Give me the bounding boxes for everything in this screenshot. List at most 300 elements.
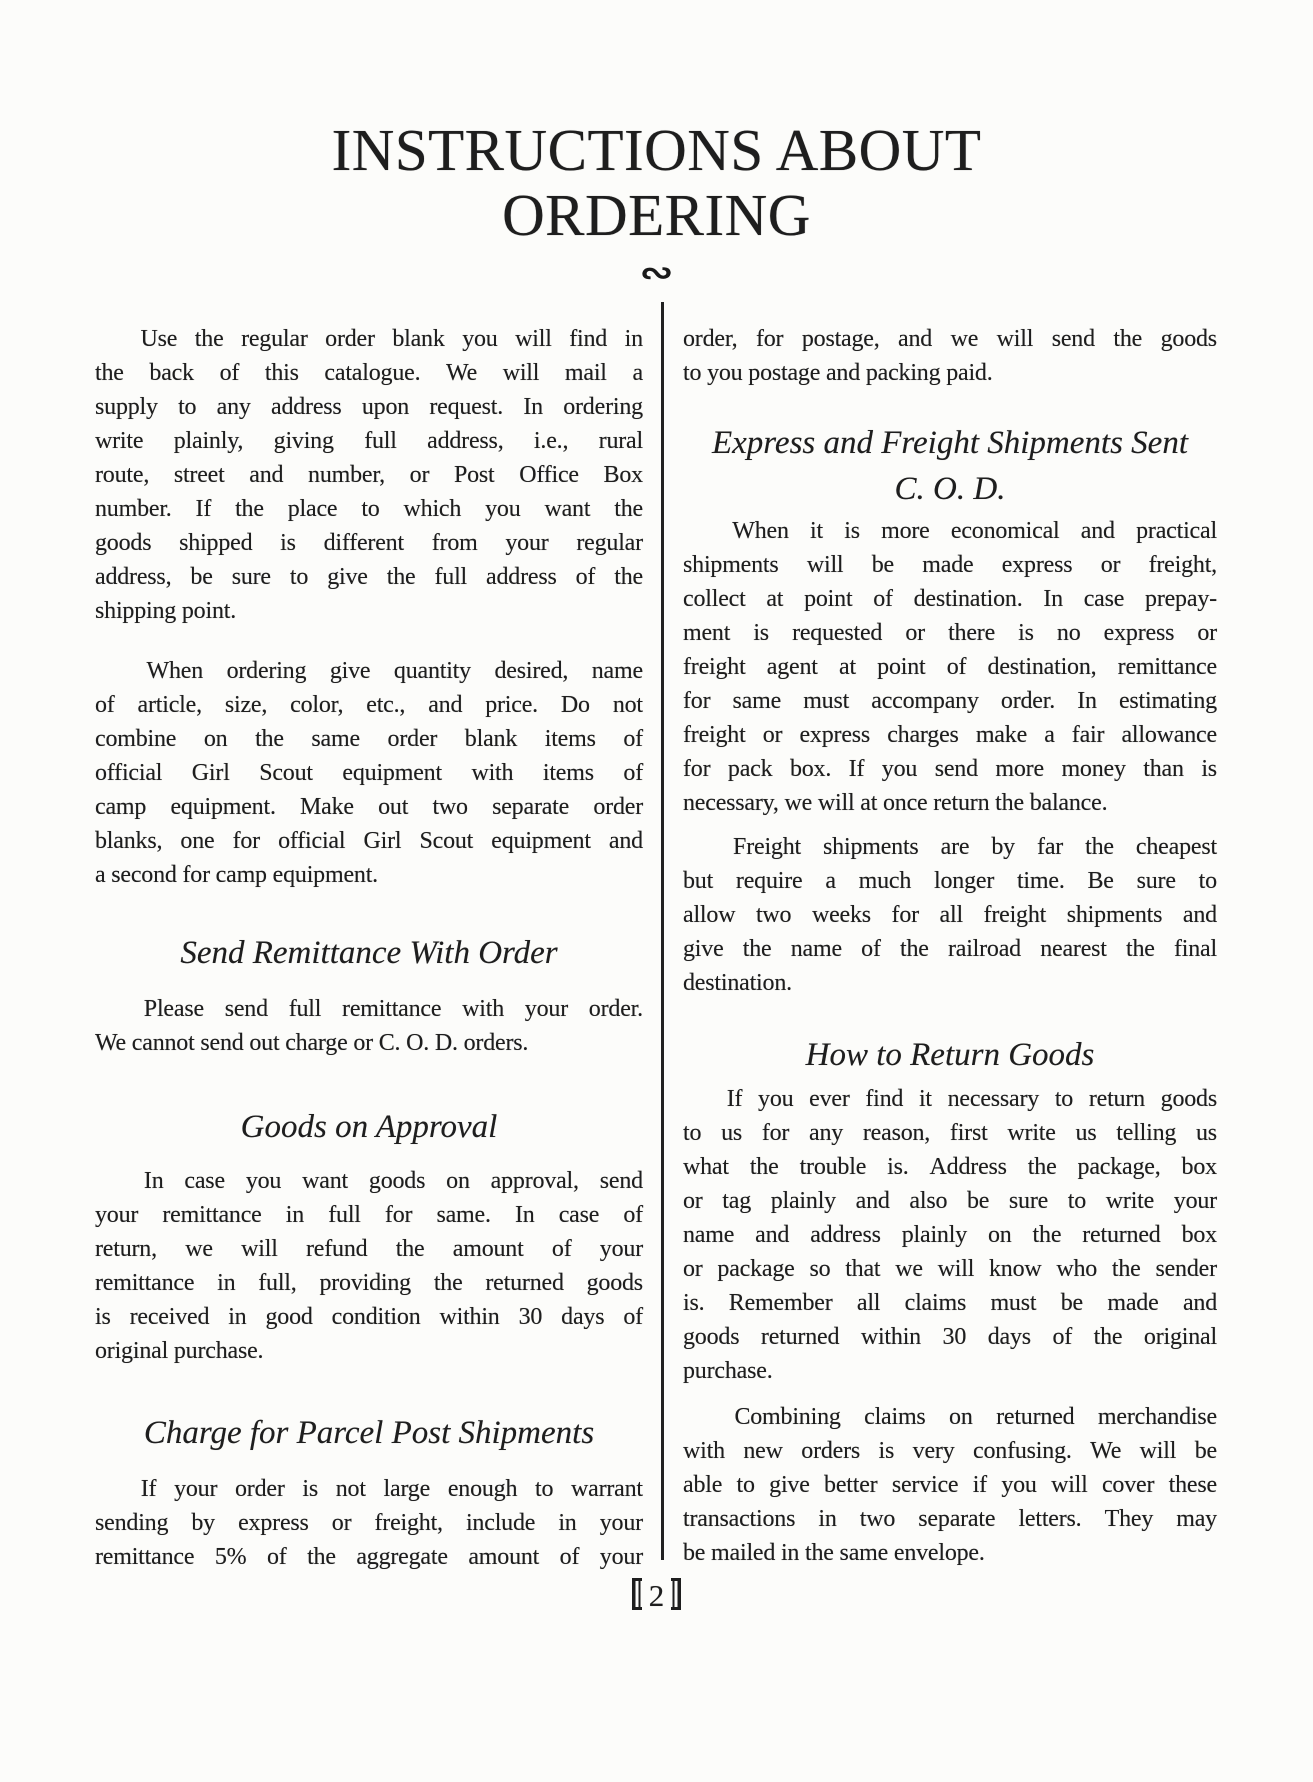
word: the <box>1093 1324 1123 1350</box>
word: number, <box>308 462 385 488</box>
word: will <box>515 326 552 352</box>
paragraph-when-ordering <box>95 654 643 892</box>
word: two <box>432 794 468 820</box>
word: of <box>946 654 967 680</box>
word: any <box>809 1120 844 1146</box>
word: and <box>1080 518 1115 544</box>
word: estimating <box>1118 688 1217 714</box>
word: the <box>1032 1222 1062 1248</box>
word: made <box>1107 1290 1159 1316</box>
word: two <box>859 1506 896 1532</box>
text-line <box>683 616 1217 650</box>
word: order <box>387 726 438 752</box>
word: you <box>758 1086 794 1112</box>
word: We <box>1090 1438 1122 1464</box>
word: merchandise <box>1097 1404 1217 1430</box>
page-title-line-2: ORDERING <box>502 182 811 248</box>
word: ment <box>683 620 731 646</box>
word: tag <box>722 1188 752 1214</box>
page-title-line-1: INSTRUCTIONS ABOUT <box>331 117 982 183</box>
word: Remember <box>728 1290 833 1316</box>
word: supply <box>95 394 158 420</box>
word: in <box>624 326 643 352</box>
word: with <box>471 760 514 786</box>
word: is <box>878 1438 895 1464</box>
word: on <box>446 1168 470 1194</box>
word: point <box>877 654 926 680</box>
word: Girl <box>363 828 402 854</box>
text-line <box>95 688 643 722</box>
word: far <box>1037 834 1064 860</box>
word: very <box>912 1438 955 1464</box>
word: items <box>542 760 594 786</box>
word: refund <box>305 1236 368 1262</box>
word: back <box>149 360 194 386</box>
text-line: C. O. D. <box>894 471 1006 507</box>
word: find <box>865 1086 904 1112</box>
text-line <box>95 356 643 390</box>
word: claims <box>904 1290 967 1316</box>
word: of <box>623 1202 643 1228</box>
paragraph-indent <box>683 830 711 864</box>
text-line <box>683 1252 1217 1286</box>
word: returned <box>485 1270 564 1296</box>
heading-how-to-return <box>683 1032 1217 1078</box>
word: allowance <box>1121 722 1217 748</box>
text-line <box>95 722 643 756</box>
word: i.e., <box>533 428 569 454</box>
word: days <box>561 1304 605 1330</box>
word: out <box>378 794 409 820</box>
word: or <box>1100 552 1121 578</box>
heading-goods-on-approval <box>95 1104 643 1150</box>
word: a <box>825 868 836 894</box>
word: order. <box>1000 688 1056 714</box>
word: be <box>1060 1290 1083 1316</box>
word: we <box>895 1256 923 1282</box>
word: express <box>1103 620 1175 646</box>
word: equipment <box>342 760 442 786</box>
word: freight <box>983 902 1047 928</box>
word: give <box>683 936 724 962</box>
word: your <box>1173 1188 1217 1214</box>
word: large <box>383 1476 431 1502</box>
word: pack <box>727 756 773 782</box>
word: quantity <box>393 658 471 684</box>
word: goods <box>368 1168 426 1194</box>
word: will <box>241 1236 278 1262</box>
word: any <box>216 394 251 420</box>
word: much <box>858 868 912 894</box>
word: shipped <box>179 530 253 556</box>
text-line: be mailed in the same envelope. <box>683 1540 985 1566</box>
word: and <box>428 692 463 718</box>
word: When <box>146 658 204 684</box>
word: collect <box>683 586 746 612</box>
word: is <box>844 518 860 544</box>
word: but <box>683 868 714 894</box>
swash-ornament: ∾ <box>639 254 674 292</box>
word: If <box>726 1086 743 1112</box>
word: plainly, <box>173 428 244 454</box>
word: If <box>195 496 212 522</box>
word: fair <box>1071 722 1105 748</box>
word: sender <box>1155 1256 1217 1282</box>
heading-send-remittance <box>95 930 643 976</box>
word: your <box>599 1544 643 1570</box>
word: prepay- <box>1145 586 1217 612</box>
word: be <box>190 564 213 590</box>
text-line <box>95 1164 643 1198</box>
text-line: shipping point. <box>95 598 237 624</box>
word: or <box>1197 620 1217 646</box>
word: on <box>987 1222 1012 1248</box>
word: blank <box>464 726 518 752</box>
word: and <box>855 1188 890 1214</box>
word: or <box>683 1188 703 1214</box>
word: Make <box>300 794 354 820</box>
word: full, <box>258 1270 297 1296</box>
word: goods <box>1160 1086 1217 1112</box>
word: good <box>265 1304 313 1330</box>
word: or <box>683 1256 703 1282</box>
heading-express-freight-cod <box>683 420 1217 512</box>
word: trouble <box>799 1154 867 1180</box>
word: Address <box>929 1154 1007 1180</box>
word: Girl <box>191 760 230 786</box>
word: for <box>683 688 711 714</box>
word: will <box>1139 1438 1177 1464</box>
text-line <box>95 790 643 824</box>
word: sure <box>231 564 271 590</box>
word: write <box>1007 1120 1056 1146</box>
word: at <box>766 586 784 612</box>
word: full <box>288 996 322 1022</box>
word: camp <box>95 794 147 820</box>
word: in <box>558 1510 577 1536</box>
word: amount <box>468 1544 540 1570</box>
word: When <box>732 518 789 544</box>
word: In <box>1077 688 1097 714</box>
word: by <box>191 1510 215 1536</box>
word: sure <box>1136 868 1176 894</box>
text-line <box>95 424 643 458</box>
word: cheapest <box>1135 834 1217 860</box>
text-line: purchase. <box>683 1358 773 1384</box>
word: for <box>232 828 260 854</box>
word: ordering <box>563 394 643 420</box>
text-line <box>683 898 1217 932</box>
paragraph-how-to-return <box>683 1082 1217 1388</box>
text-line <box>683 830 1217 864</box>
word: final <box>1173 936 1217 962</box>
text-line <box>95 824 643 858</box>
word: goods <box>683 1324 740 1350</box>
word: with <box>462 996 504 1022</box>
word: place <box>287 496 338 522</box>
word: or <box>762 722 783 748</box>
word: nearest <box>1040 936 1107 962</box>
text-line <box>683 1218 1217 1252</box>
word: in <box>818 1506 837 1532</box>
word: ordering <box>226 658 307 684</box>
word: address <box>271 394 342 420</box>
word: same <box>732 688 782 714</box>
word: one <box>180 828 215 854</box>
text-line <box>683 514 1217 548</box>
text-line <box>683 322 1217 356</box>
word: necessary <box>947 1086 1040 1112</box>
word: regular <box>576 530 643 556</box>
word: items <box>544 726 596 752</box>
word: your <box>95 1202 139 1228</box>
text-line <box>683 752 1217 786</box>
word: goods <box>1160 326 1217 352</box>
word: blanks, <box>95 828 163 854</box>
word: all <box>939 902 963 928</box>
word: desired, <box>494 658 569 684</box>
word: will <box>1051 1472 1088 1498</box>
word: not <box>612 692 643 718</box>
text-line: destination. <box>683 970 792 996</box>
text-line <box>683 1502 1217 1536</box>
word: make <box>975 722 1028 748</box>
text-line: to you postage and packing paid. <box>683 360 993 386</box>
word: We <box>446 360 478 386</box>
page-number-value: 2 <box>648 1578 665 1613</box>
text-line <box>683 1286 1217 1320</box>
text-line <box>683 684 1217 718</box>
word: in <box>285 1202 305 1228</box>
page-number-bracket-left-icon <box>632 1578 642 1610</box>
word: not <box>335 1476 366 1502</box>
word: to <box>683 1120 702 1146</box>
word: size, <box>224 692 268 718</box>
word: send <box>1051 326 1095 352</box>
word: you <box>462 326 498 352</box>
word: of <box>1052 1324 1073 1350</box>
word: sending <box>95 1510 169 1536</box>
word: Office <box>519 462 579 488</box>
text-line <box>683 548 1217 582</box>
word: must <box>803 688 850 714</box>
word: also <box>909 1188 948 1214</box>
word: request. <box>429 394 504 420</box>
word: In <box>143 1168 164 1194</box>
word: order <box>325 326 375 352</box>
word: to <box>361 496 380 522</box>
word: on <box>203 726 228 752</box>
word: orders <box>801 1438 861 1464</box>
word: plainly <box>901 1222 967 1248</box>
word: your <box>599 1510 643 1536</box>
word: combine <box>95 726 177 752</box>
word: who <box>1056 1256 1098 1282</box>
text-line: Goods on Approval <box>240 1109 498 1145</box>
paragraph-order-blank <box>95 322 643 628</box>
word: original <box>1143 1324 1217 1350</box>
text-line <box>95 458 643 492</box>
word: the <box>255 726 284 752</box>
text-line <box>683 1082 1217 1116</box>
word: returned <box>1082 1222 1161 1248</box>
word: Scout <box>259 760 313 786</box>
paragraph-parcel-post-continued <box>683 322 1217 390</box>
text-line: We cannot send out charge or C. O. D. orders. <box>95 1030 529 1056</box>
word: case <box>184 1168 225 1194</box>
word: full <box>364 428 397 454</box>
word: express <box>1001 552 1073 578</box>
word: may <box>1176 1506 1217 1532</box>
word: transactions <box>683 1506 796 1532</box>
word: with <box>683 1438 725 1464</box>
paragraph-indent <box>683 514 711 548</box>
word: of <box>861 936 881 962</box>
word: your <box>599 1236 643 1262</box>
word: and <box>1182 1290 1217 1316</box>
word: are <box>940 834 970 860</box>
word: 5% <box>214 1544 247 1570</box>
text-line <box>683 1468 1217 1502</box>
word: these <box>1168 1472 1217 1498</box>
word: official <box>278 828 346 854</box>
text-line <box>683 1150 1217 1184</box>
paragraph-goods-on-approval <box>95 1164 643 1368</box>
word: freight <box>683 722 746 748</box>
word: the <box>1085 834 1114 860</box>
text-line <box>95 1540 643 1574</box>
word: return <box>1088 1086 1145 1112</box>
word: to <box>1198 868 1217 894</box>
text-line <box>95 390 643 424</box>
word: two <box>755 902 792 928</box>
word: the <box>194 326 224 352</box>
text-line: Send Remittance With Order <box>180 935 558 971</box>
word: telling <box>1116 1120 1177 1146</box>
word: remittance <box>1117 654 1217 680</box>
word: providing <box>319 1270 411 1296</box>
text-line <box>683 1320 1217 1354</box>
word: number. <box>95 496 172 522</box>
word: ever <box>809 1086 850 1112</box>
word: and <box>898 326 933 352</box>
word: confusing. <box>973 1438 1072 1464</box>
word: order. <box>588 996 643 1022</box>
word: enough <box>447 1476 518 1502</box>
word: name <box>591 658 643 684</box>
word: 30 <box>518 1304 543 1330</box>
word: blank <box>392 326 445 352</box>
word: it <box>918 1086 932 1112</box>
paragraph-indent <box>683 1400 711 1434</box>
word: than <box>1143 756 1184 782</box>
word: returned <box>996 1404 1075 1430</box>
word: street <box>173 462 225 488</box>
word: amount <box>452 1236 524 1262</box>
word: the <box>742 936 772 962</box>
word: to <box>1054 1086 1074 1112</box>
word: rural <box>598 428 643 454</box>
word: catalogue. <box>324 360 421 386</box>
word: box. <box>789 756 832 782</box>
word: send <box>934 756 978 782</box>
word: shipments <box>683 552 779 578</box>
word: In <box>523 394 543 420</box>
word: freight, <box>1148 552 1217 578</box>
word: must <box>990 1290 1037 1316</box>
word: is <box>753 620 769 646</box>
word: for <box>761 1120 790 1146</box>
text-line <box>95 526 643 560</box>
word: economical <box>950 518 1060 544</box>
word: and <box>249 462 284 488</box>
word: is <box>280 530 296 556</box>
word: want <box>302 1168 348 1194</box>
word: the <box>235 496 264 522</box>
word: days <box>987 1324 1031 1350</box>
text-line: Charge for Parcel Post Shipments <box>143 1415 595 1451</box>
word: equipment <box>491 828 591 854</box>
word: will <box>937 1256 975 1282</box>
word: find <box>569 326 608 352</box>
word: your <box>505 530 549 556</box>
word: the <box>614 564 643 590</box>
word: box <box>1181 1222 1217 1248</box>
word: address <box>486 564 557 590</box>
word: destination, <box>987 654 1097 680</box>
word: of <box>559 1544 580 1570</box>
word: us <box>721 1120 743 1146</box>
word: there <box>948 620 996 646</box>
word: to <box>736 1472 755 1498</box>
word: is <box>1201 756 1217 782</box>
word: money <box>1061 756 1126 782</box>
word: give <box>769 1472 810 1498</box>
word: allow <box>683 902 736 928</box>
word: freight <box>683 654 746 680</box>
word: or <box>331 1510 352 1536</box>
word: giving <box>273 428 334 454</box>
word: Combining <box>734 1404 841 1430</box>
word: the <box>614 496 643 522</box>
text-line: original purchase. <box>95 1338 264 1364</box>
word: Use <box>140 326 178 352</box>
word: of <box>551 1236 572 1262</box>
word: Be <box>1087 868 1114 894</box>
word: more <box>881 518 930 544</box>
word: require <box>735 868 803 894</box>
word: you <box>485 496 521 522</box>
word: freight, <box>374 1510 443 1536</box>
word: the <box>395 1236 425 1262</box>
word: postage, <box>801 326 880 352</box>
word: the <box>1111 1256 1141 1282</box>
word: so <box>809 1256 831 1282</box>
word: shipments <box>1066 902 1163 928</box>
word: express <box>238 1510 309 1536</box>
paragraph-indent <box>95 992 123 1026</box>
word: goods <box>95 530 152 556</box>
word: it <box>810 518 823 544</box>
word: order <box>593 794 643 820</box>
text-line <box>95 756 643 790</box>
word: the <box>1126 936 1155 962</box>
word: route, <box>95 462 150 488</box>
word: Do <box>560 692 590 718</box>
word: case <box>1083 586 1125 612</box>
word: able <box>683 1472 723 1498</box>
word: that <box>845 1256 881 1282</box>
